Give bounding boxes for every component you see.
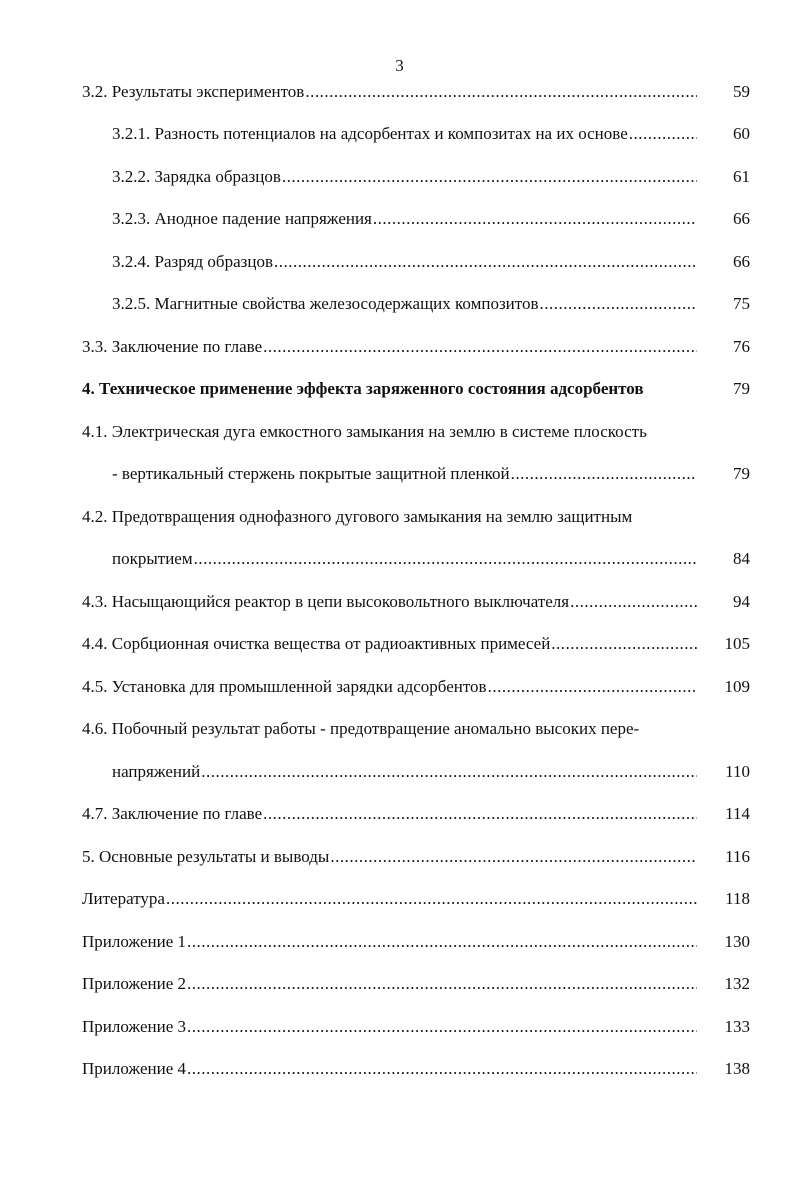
toc-page-number: 105 <box>724 634 750 653</box>
toc-entry-3-2-2 <box>0 153 799 195</box>
dot-leader <box>330 845 697 869</box>
toc-entry-title: 4.3. Насыщающийся реактор в цепи высоковольтного выключателя <box>82 592 570 611</box>
toc-entry-title: Приложение 4 <box>82 1059 186 1078</box>
page-number: 3 <box>395 56 404 75</box>
toc-entry-title-continued: покрытием <box>112 549 193 568</box>
toc-page-number: 84 <box>733 549 750 568</box>
toc-entry-4-7 <box>0 790 799 832</box>
toc-entry-title: 4.6. Побочный результат работы - предотвращение аномально высоких пере- <box>82 719 640 738</box>
dot-leader <box>274 250 697 274</box>
toc-page-number: 66 <box>733 252 750 271</box>
toc-page-number: 116 <box>725 847 750 866</box>
toc-entry-title: 3.2.4. Разряд образцов <box>112 252 273 271</box>
dot-leader <box>282 165 697 189</box>
toc-entry-title: Приложение 1 <box>82 932 186 951</box>
toc-entry-title-continued: напряжений <box>112 762 201 781</box>
toc-entry-appendix-4 <box>0 1045 799 1087</box>
dot-leader <box>570 590 697 614</box>
toc-entry-4-1-line1 <box>0 408 799 450</box>
toc-entry-4-1-line2 <box>0 450 799 492</box>
toc-page-number: 109 <box>724 677 750 696</box>
toc-entry-4-5 <box>0 663 799 705</box>
toc-page-number: 61 <box>733 167 750 186</box>
toc-page-number: 79 <box>733 464 750 483</box>
toc-entry-title: Приложение 2 <box>82 974 186 993</box>
dot-leader <box>551 632 697 656</box>
toc-entry-3-2 <box>0 68 799 110</box>
toc-chapter-title: 4. Техническое применение эффекта заряженного состояния адсорбентов <box>82 379 644 398</box>
toc-entry-appendix-2 <box>0 960 799 1002</box>
toc-entry-title: 3.2.3. Анодное падение напряжения <box>112 209 372 228</box>
toc-entry-4-3 <box>0 578 799 620</box>
table-of-contents <box>0 68 799 1128</box>
dot-leader <box>187 1057 697 1081</box>
toc-entry-title: 4.5. Установка для промышленной зарядки адсорбентов <box>82 677 487 696</box>
toc-entry-appendix-3 <box>0 1003 799 1045</box>
dot-leader <box>194 547 697 571</box>
dot-leader <box>511 462 697 486</box>
dot-leader <box>187 1015 697 1039</box>
toc-page-number: 94 <box>733 592 750 611</box>
toc-entry-title: 3.3. Заключение по главе <box>82 337 263 356</box>
toc-entry-title: 3.2.5. Магнитные свойства железосодержащих композитов <box>112 294 539 313</box>
toc-entry-title: 4.7. Заключение по главе <box>82 804 263 823</box>
toc-entry-title: 4.1. Электрическая дуга емкостного замыкания на землю в системе плоскость <box>82 422 647 441</box>
toc-entry-title: 5. Основные результаты и выводы <box>82 847 330 866</box>
toc-page-number: 66 <box>733 209 750 228</box>
toc-page-number: 59 <box>733 82 750 101</box>
toc-page-number: 60 <box>733 124 750 143</box>
toc-entry-title: Приложение 3 <box>82 1017 186 1036</box>
dot-leader <box>540 292 698 316</box>
dot-leader <box>166 887 697 911</box>
toc-page-number: 132 <box>724 974 750 993</box>
toc-entry-3-2-3 <box>0 195 799 237</box>
toc-entry-literature <box>0 875 799 917</box>
dot-leader <box>263 335 697 359</box>
toc-page-number: 79 <box>733 379 750 398</box>
toc-entry-3-3 <box>0 323 799 365</box>
toc-entry-title: 3.2.1. Разность потенциалов на адсорбентах и композитах на их основе <box>112 124 628 143</box>
toc-entry-3-2-4 <box>0 238 799 280</box>
toc-entry-4-6-line2 <box>0 748 799 790</box>
toc-entry-4-4 <box>0 620 799 662</box>
toc-entry-title: 4.2. Предотвращения однофазного дугового замыкания на землю защитным <box>82 507 633 526</box>
dot-leader <box>373 207 697 231</box>
toc-page-number: 76 <box>733 337 750 356</box>
toc-entry-chapter-4 <box>0 365 799 407</box>
dot-leader <box>201 760 697 784</box>
toc-entry-appendix-1 <box>0 918 799 960</box>
dot-leader <box>629 122 697 146</box>
toc-entry-4-2-line1 <box>0 493 799 535</box>
toc-entry-3-2-5 <box>0 280 799 322</box>
toc-entry-title: Литература <box>82 889 165 908</box>
toc-page-number: 110 <box>725 762 750 781</box>
toc-entry-4-2-line2 <box>0 535 799 577</box>
toc-entry-3-2-1 <box>0 110 799 152</box>
toc-page-number: 118 <box>725 889 750 908</box>
toc-entry-4-6-line1 <box>0 705 799 747</box>
toc-page-number: 75 <box>733 294 750 313</box>
toc-page-number: 114 <box>725 804 750 823</box>
dot-leader <box>263 802 697 826</box>
toc-entry-title: 4.4. Сорбционная очистка вещества от радиоактивных примесей <box>82 634 551 653</box>
toc-page-number: 138 <box>724 1059 750 1078</box>
dot-leader <box>187 930 697 954</box>
dot-leader <box>187 972 697 996</box>
toc-page-number: 133 <box>724 1017 750 1036</box>
toc-entry-title: 3.2. Результаты экспериментов <box>82 82 305 101</box>
dot-leader <box>305 80 697 104</box>
toc-entry-title-continued: - вертикальный стержень покрытые защитной пленкой <box>112 464 510 483</box>
dot-leader <box>488 675 697 699</box>
toc-entry-title: 3.2.2. Зарядка образцов <box>112 167 281 186</box>
toc-page-number: 130 <box>724 932 750 951</box>
toc-entry-chapter-5 <box>0 833 799 875</box>
